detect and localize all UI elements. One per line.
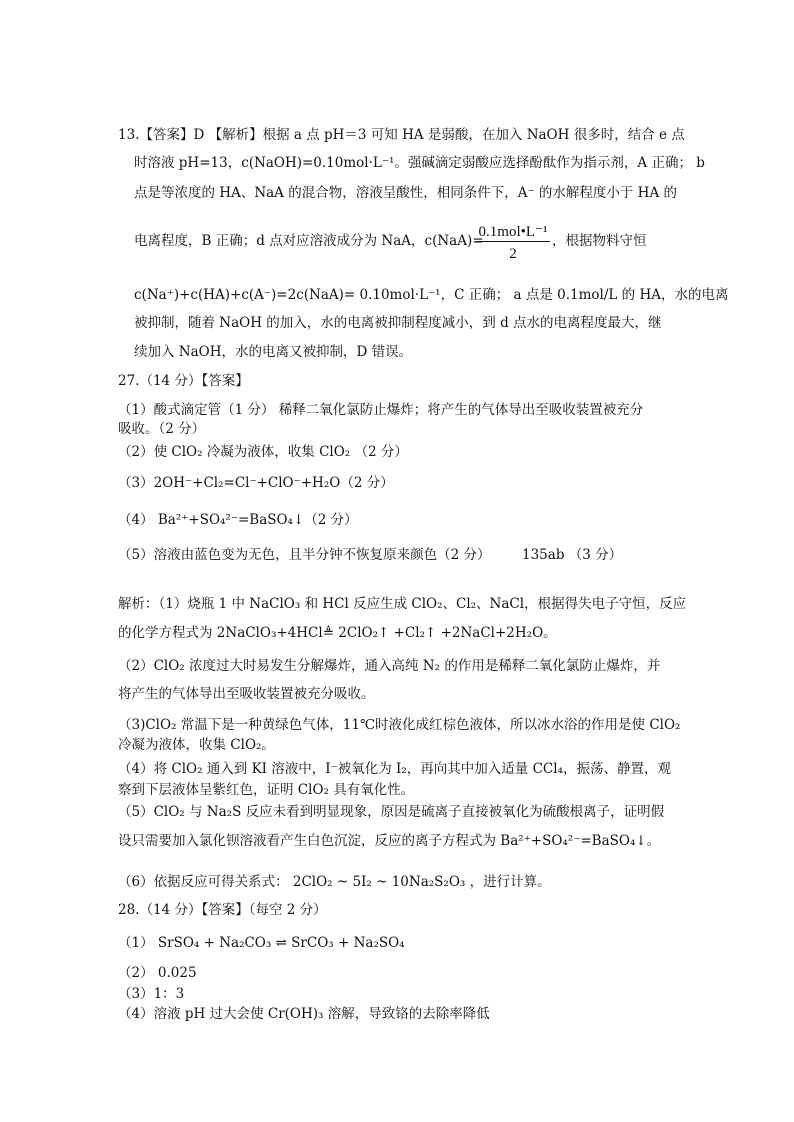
q27-explain-5b: 设只需要加入氯化钡溶液看产生白色沉淀，反应的离子方程式为 Ba²⁺+SO₄²⁻=BaSO₄↓。 [118, 833, 661, 849]
q28-answer-2: （2） 0.025 [118, 965, 197, 981]
q13-line-3: 点是等浓度的 HA、NaA 的混合物，溶液呈酸性，相同条件下，A⁻ 的水解程度小于 HA 的 [134, 185, 677, 201]
q13-line-2: 时溶液 pH=13，c(NaOH)=0.10mol·L⁻¹。强碱滴定弱酸应选择酚酞作为指示剂，A 正确； b [134, 155, 705, 171]
q28-heading: 28.（14 分）【答案】（每空 2 分） [118, 902, 327, 918]
q13-line-4b: ，根据物料守恒 [552, 233, 647, 249]
q27-answer-1b: 吸收。（2 分） [118, 421, 206, 437]
q13-line-7: 续加入 NaOH，水的电离又被抑制，D 错误。 [134, 344, 413, 360]
q28-answer-1: （1） SrSO₄ + Na₂CO₃ ⇌ SrCO₃ + Na₂SO₄ [118, 935, 405, 951]
q27-explain-3b: 冷凝为液体，收集 ClO₂。 [118, 737, 275, 753]
q27-explain-1b: 的化学方程式为 2NaClO₃+4HCl≜ 2ClO₂↑ +Cl₂↑ +2NaCl+2H₂O。 [118, 625, 557, 641]
q13-line-5: c(Na⁺)+c(HA)+c(A⁻)=2c(NaA)= 0.10mol·L⁻¹，C 正确； a 点是 0.1mol/L 的 HA，水的电离 [134, 287, 729, 303]
q28-answer-3: （3）1：3 [118, 986, 185, 1002]
q27-answer-4: （4） Ba²⁺+SO₄²⁻=BaSO₄↓（2 分） [118, 512, 358, 528]
q13-line-6: 被抑制，随着 NaOH 的加入，水的电离被抑制程度减小，到 d 点水的电离程度最大，继 [134, 315, 662, 331]
q27-explain-6: （6）依据反应可得关系式： 2ClO₂ ~ 5I₂ ~ 10Na₂S₂O₃ ，进行计算。 [118, 874, 551, 890]
q27-explain-4a: （4）将 ClO₂ 通入到 KI 溶液中，I⁻被氧化为 I₂，再向其中加入适量 CCl₄，振荡、静置，观 [118, 761, 671, 777]
q27-explain-2b: 将产生的气体导出至吸收装置被充分吸收。 [118, 686, 375, 702]
fraction-numerator: 0.1mol•L⁻¹ [476, 222, 550, 242]
fraction [476, 222, 550, 263]
q27-explain-4b: 察到下层液体呈紫红色，证明 ClO₂ 具有氧化性。 [118, 782, 415, 798]
q27-explain-3a: （3)ClO₂ 常温下是一种黄绿色气体，11℃时液化成红棕色液体，所以冰水浴的作用是使 ClO₂ [118, 717, 681, 733]
q27-answer-1a: （1）酸式滴定管（1 分） 稀释二氧化氯防止爆炸；将产生的气体导出至吸收装置被充分 [118, 402, 644, 418]
q28-answer-4: （4）溶液 pH 过大会使 Cr(OH)₃ 溶解，导致铬的去除率降低 [118, 1006, 490, 1022]
fraction-denominator: 2 [509, 246, 517, 262]
q27-heading: 27.（14 分）【答案】 [118, 373, 249, 389]
q27-explain-1a: 解析：（1）烧瓶 1 中 NaClO₃ 和 HCl 反应生成 ClO₂、Cl₂、NaCl，根据得失电子守恒，反应 [118, 596, 687, 612]
q13-line-1: 13.【答案】D 【解析】根据 a 点 pH＝3 可知 HA 是弱酸，在加入 NaOH 很多时，结合 e 点 [118, 127, 685, 143]
q27-answer-5b: 135ab （3 分） [522, 547, 623, 563]
q27-answer-3: （3）2OH⁻+Cl₂=Cl⁻+ClO⁻+H₂O（2 分） [118, 475, 394, 491]
q27-explain-5a: （5）ClO₂ 与 Na₂S 反应未看到明显现象，原因是硫离子直接被氧化为硫酸根离子，证明假 [118, 804, 665, 820]
q27-answer-2: （2）使 ClO₂ 冷凝为液体，收集 ClO₂ （2 分） [118, 444, 408, 460]
q27-answer-5a: （5）溶液由蓝色变为无色，且半分钟不恢复原来颜色（2 分） [118, 547, 491, 563]
q27-explain-2a: （2）ClO₂ 浓度过大时易发生分解爆炸，通入高纯 N₂ 的作用是稀释二氧化氯防止爆炸，并 [118, 658, 661, 674]
q13-line-4a: 电离程度，B 正确；d 点对应溶液成分为 NaA，c(NaA)= [134, 233, 484, 249]
